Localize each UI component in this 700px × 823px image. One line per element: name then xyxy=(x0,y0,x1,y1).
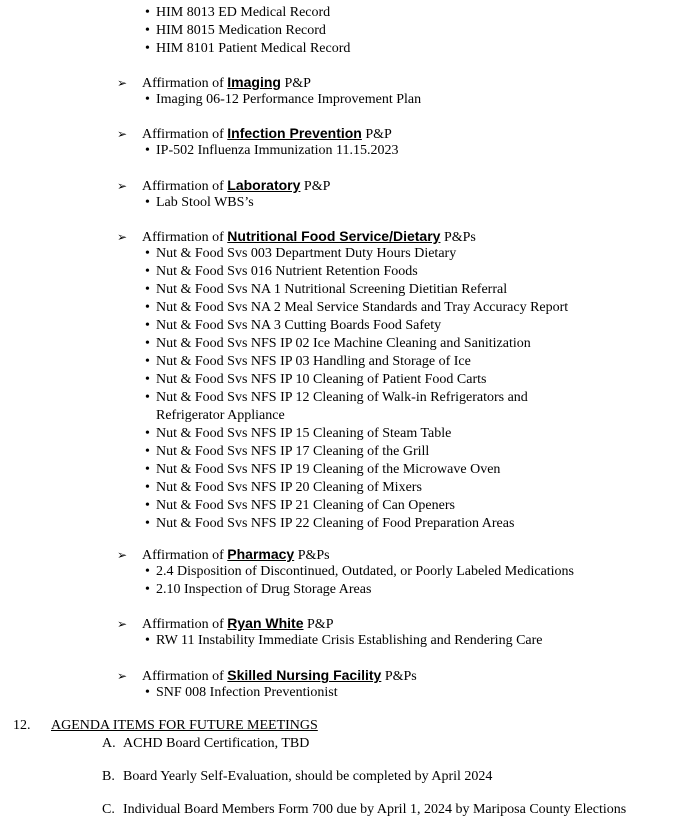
bullet-icon: • xyxy=(145,480,150,495)
list-item: • Nut & Food Svs NFS IP 19 Cleaning of the Microwave Oven xyxy=(145,462,501,477)
bullet-icon: • xyxy=(145,582,150,597)
bullet-icon: • xyxy=(145,444,150,459)
list-item: • Nut & Food Svs NA 1 Nutritional Screening Dietitian Referral xyxy=(145,282,508,297)
department-name: Nutritional Food Service/Dietary xyxy=(227,228,441,244)
bullet-icon: • xyxy=(145,318,150,333)
agenda-item-text: ACHD Board Certification, TBD xyxy=(123,736,310,751)
bullet-icon: • xyxy=(145,264,150,279)
bullet-icon: • xyxy=(145,372,150,387)
department-name: Skilled Nursing Facility xyxy=(227,667,382,683)
bullet-icon: • xyxy=(145,633,150,648)
nutritional-food-service-list xyxy=(145,245,568,533)
bullet-icon: • xyxy=(145,23,150,38)
list-item: • Imaging 06-12 Performance Improvement Plan xyxy=(145,92,422,107)
list-item: • Nut & Food Svs NFS IP 03 Handling and Storage of Ice xyxy=(145,354,471,369)
bullet-icon: • xyxy=(145,195,150,210)
bullet-icon: • xyxy=(145,462,150,477)
pharmacy-list xyxy=(145,563,574,599)
ryan-white-list xyxy=(145,632,543,650)
agenda-item-letter: B. xyxy=(102,769,115,784)
bullet-icon: • xyxy=(145,426,150,441)
affirmation-nutritional-food-service: ➢ Affirmation of Nutritional Food Service/Dietary P&Ps xyxy=(117,228,476,245)
arrow-bullet-icon: ➢ xyxy=(117,127,128,141)
affirmation-pharmacy: ➢ Affirmation of Pharmacy P&Ps xyxy=(117,546,330,563)
arrow-bullet-icon: ➢ xyxy=(117,669,128,683)
bullet-icon: • xyxy=(145,41,150,56)
list-item: • Nut & Food Svs NFS IP 10 Cleaning of Patient Food Carts xyxy=(145,372,487,387)
affirmation-ryan-white: ➢ Affirmation of Ryan White P&P xyxy=(117,615,334,632)
list-item: • HIM 8101 Patient Medical Record xyxy=(145,41,351,56)
agenda-item-letter: C. xyxy=(102,802,115,817)
bullet-icon: • xyxy=(145,282,150,297)
bullet-icon: • xyxy=(145,246,150,261)
skilled-nursing-list xyxy=(145,684,338,702)
arrow-bullet-icon: ➢ xyxy=(117,230,128,244)
bullet-icon: • xyxy=(145,498,150,513)
bullet-icon: • xyxy=(145,143,150,158)
him-bullet-list xyxy=(145,4,350,58)
list-item: • Nut & Food Svs NFS IP 15 Cleaning of Steam Table xyxy=(145,426,452,441)
agenda-item xyxy=(102,768,492,786)
agenda-item-text: Individual Board Members Form 700 due by April 1, 2024 by Mariposa County Elections xyxy=(123,802,627,817)
list-item: • Nut & Food Svs 016 Nutrient Retention Foods xyxy=(145,264,418,279)
list-item: • Nut & Food Svs NA 2 Meal Service Standards and Tray Accuracy Report xyxy=(145,300,569,315)
list-item: • RW 11 Instability Immediate Crisis Establishing and Rendering Care xyxy=(145,633,543,648)
affirmation-skilled-nursing-facility: ➢ Affirmation of Skilled Nursing Facility P&Ps xyxy=(117,667,417,684)
department-name: Imaging xyxy=(227,74,281,90)
bullet-icon: • xyxy=(145,564,150,579)
list-item: • HIM 8015 Medication Record xyxy=(145,23,326,38)
list-item: • Nut & Food Svs NFS IP 22 Cleaning of Food Preparation Areas xyxy=(145,516,515,531)
laboratory-list xyxy=(145,194,254,212)
agenda-section-heading: AGENDA ITEMS FOR FUTURE MEETINGS xyxy=(51,718,318,733)
list-item: • Lab Stool WBS’s xyxy=(145,195,254,210)
list-item: • Nut & Food Svs NFS IP 21 Cleaning of Can Openers xyxy=(145,498,455,513)
bullet-icon: • xyxy=(145,300,150,315)
department-name: Infection Prevention xyxy=(227,125,362,141)
list-item: • Nut & Food Svs NFS IP 17 Cleaning of the Grill xyxy=(145,444,430,459)
department-name: Laboratory xyxy=(227,177,301,193)
agenda-item xyxy=(102,801,626,819)
list-item: • HIM 8013 ED Medical Record xyxy=(145,5,331,20)
arrow-bullet-icon: ➢ xyxy=(117,179,128,193)
list-item: • Nut & Food Svs NA 3 Cutting Boards Food Safety xyxy=(145,318,442,333)
department-name: Ryan White xyxy=(227,615,304,631)
list-item: • Nut & Food Svs NFS IP 12 Cleaning of Walk-in Refrigerators and Refrigerator Appliance xyxy=(145,390,528,423)
agenda-item-letter: A. xyxy=(102,736,116,751)
infection-prevention-list xyxy=(145,142,398,160)
affirmation-laboratory: ➢ Affirmation of Laboratory P&P xyxy=(117,177,331,194)
list-item: • Nut & Food Svs 003 Department Duty Hours Dietary xyxy=(145,246,457,261)
department-name: Pharmacy xyxy=(227,546,295,562)
list-item: • Nut & Food Svs NFS IP 20 Cleaning of Mixers xyxy=(145,480,422,495)
affirmation-imaging: ➢ Affirmation of Imaging P&P xyxy=(117,74,311,91)
list-item: • 2.10 Inspection of Drug Storage Areas xyxy=(145,582,372,597)
agenda-section-number: 12. xyxy=(13,718,31,733)
bullet-icon: • xyxy=(145,92,150,107)
list-item: • Nut & Food Svs NFS IP 02 Ice Machine Cleaning and Sanitization xyxy=(145,336,531,351)
imaging-list xyxy=(145,91,421,109)
bullet-icon: • xyxy=(145,336,150,351)
bullet-icon: • xyxy=(145,685,150,700)
arrow-bullet-icon: ➢ xyxy=(117,76,128,90)
list-item: • IP-502 Influenza Immunization 11.15.2023 xyxy=(145,143,399,158)
agenda-item xyxy=(102,735,309,753)
list-item: • 2.4 Disposition of Discontinued, Outdated, or Poorly Labeled Medications xyxy=(145,564,574,579)
arrow-bullet-icon: ➢ xyxy=(117,617,128,631)
bullet-icon: • xyxy=(145,5,150,20)
arrow-bullet-icon: ➢ xyxy=(117,548,128,562)
list-item: • SNF 008 Infection Preventionist xyxy=(145,685,338,700)
bullet-icon: • xyxy=(145,516,150,531)
bullet-icon: • xyxy=(145,390,150,405)
affirmation-infection-prevention: ➢ Affirmation of Infection Prevention P&P xyxy=(117,125,392,142)
agenda-item-text: Board Yearly Self-Evaluation, should be completed by April 2024 xyxy=(123,769,493,784)
bullet-icon: • xyxy=(145,354,150,369)
